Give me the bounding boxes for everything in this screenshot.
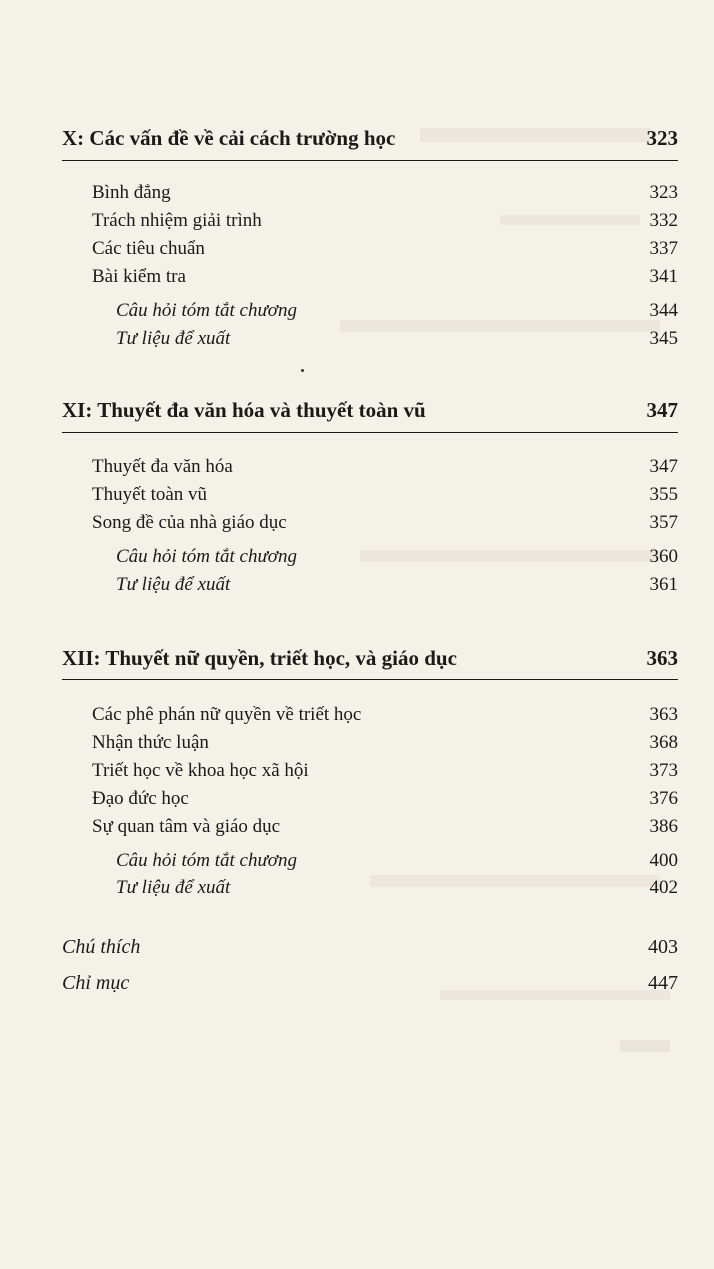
entry-page: 360 [649,546,678,567]
chapter-heading [62,646,678,671]
chapter-rule [62,679,678,680]
back-matter-notes [62,936,678,959]
back-matter-index [62,972,678,995]
entry-title: Sự quan tâm và giáo dục [92,816,281,837]
chapter-rule [62,432,678,433]
toc-entry [62,266,678,288]
toc-entry [62,182,678,204]
chapter-heading [62,398,678,423]
entry-page: 337 [649,238,678,259]
entry-title: Nhận thức luận [92,732,209,753]
entry-page: 447 [648,972,678,994]
chapter-heading [62,126,678,151]
chapter-page: 347 [646,398,678,422]
entry-page: 361 [649,574,678,595]
entry-title: Chú thích [62,936,141,958]
toc-entry-summary [62,546,678,568]
entry-title: Thuyết toàn vũ [92,484,208,505]
toc-entry [62,238,678,260]
chapter-rule [62,160,678,161]
toc-entry [62,788,678,810]
entry-title: Câu hỏi tóm tắt chương [116,850,297,871]
entry-title: Chỉ mục [62,972,130,994]
entry-title: Song đề của nhà giáo dục [92,512,287,533]
entry-title: Triết học về khoa học xã hội [92,760,309,781]
entry-page: 376 [649,788,678,809]
toc-entry [62,760,678,782]
entry-page: 363 [649,704,678,725]
entry-title: Bài kiểm tra [92,266,186,287]
toc-entry-resources [62,877,678,899]
toc-entry [62,732,678,754]
entry-page: 402 [649,877,678,898]
toc-entry [62,704,678,726]
entry-page: 355 [649,484,678,505]
toc-entry [62,484,678,506]
entry-page: 341 [649,266,678,287]
entry-title: Câu hỏi tóm tắt chương [116,300,297,321]
entry-page: 332 [649,210,678,231]
toc-entry [62,456,678,478]
chapter-title: X: Các vấn đề về cải cách trường học [62,126,396,150]
entry-page: 400 [649,850,678,871]
entry-page: 373 [649,760,678,781]
entry-title: Bình đẳng [92,182,171,203]
entry-page: 345 [649,328,678,349]
entry-title: Các tiêu chuẩn [92,238,205,259]
entry-title: Các phê phán nữ quyền về triết học [92,704,362,725]
toc-entry-summary [62,300,678,322]
entry-page: 368 [649,732,678,753]
entry-page: 347 [649,456,678,477]
toc-entry [62,816,678,838]
entry-title: Câu hỏi tóm tắt chương [116,546,297,567]
chapter-page: 323 [646,126,678,150]
entry-page: 386 [649,816,678,837]
toc-entry [62,210,678,232]
chapter-title: XI: Thuyết đa văn hóa và thuyết toàn vũ [62,398,426,422]
entry-title: Tư liệu để xuất [116,328,231,349]
entry-title: Trách nhiệm giải trình [92,210,262,231]
chapter-title: XII: Thuyết nữ quyền, triết học, và giáo dục [62,646,457,670]
entry-page: 323 [649,182,678,203]
entry-title: Tư liệu để xuất [116,574,231,595]
entry-title: Thuyết đa văn hóa [92,456,233,477]
chapter-page: 363 [646,646,678,670]
entry-title: Tư liệu để xuất [116,877,231,898]
speck-mark [301,369,304,372]
entry-page: 357 [649,512,678,533]
toc-entry [62,512,678,534]
entry-page: 403 [648,936,678,958]
toc-entry-summary [62,850,678,872]
entry-title: Đạo đức học [92,788,189,809]
show-through-shadow [620,1040,670,1052]
toc-entry-resources [62,328,678,350]
entry-page: 344 [649,300,678,321]
toc-entry-resources [62,574,678,596]
